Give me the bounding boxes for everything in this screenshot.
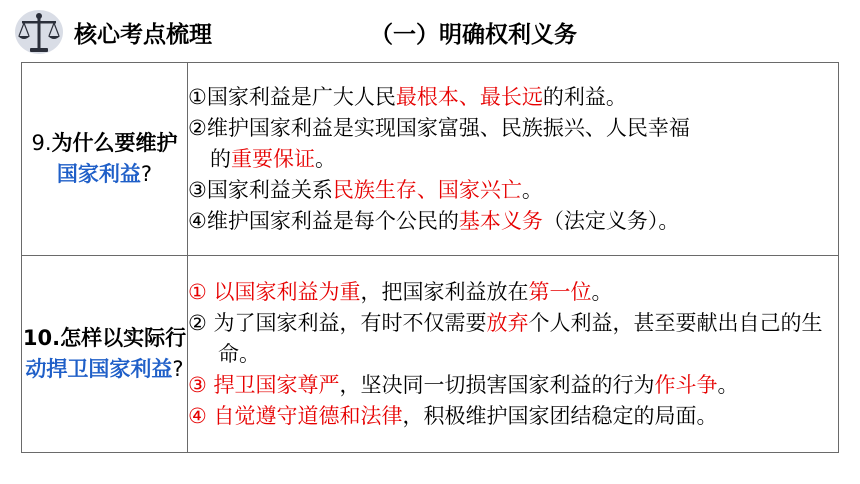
answer-keyword: 放弃 <box>486 310 529 335</box>
answer-keyword: 自觉遵守道德和法律 <box>213 403 403 428</box>
question-text: 为什么要维护 <box>51 131 178 155</box>
page-header <box>0 0 860 62</box>
answer-item <box>188 370 838 401</box>
answer-number: ① <box>188 279 207 304</box>
answer-item <box>188 175 838 206</box>
answer-text: ④维护国家利益是每个公民的 <box>188 208 459 233</box>
question-highlight: 动捍卫国家利益 <box>25 357 173 381</box>
answer-item <box>188 401 838 432</box>
answer-keyword: 捍卫国家尊严 <box>213 372 340 397</box>
answer-number: ④ <box>188 403 207 428</box>
question-number: 10. <box>22 326 61 350</box>
question-cell <box>22 63 188 256</box>
question-text: 怎样以实际行 <box>60 326 187 350</box>
answer-text: 。 <box>717 372 739 397</box>
answer-item <box>188 113 838 144</box>
answer-item <box>188 82 838 113</box>
question-number: 9. <box>31 131 52 155</box>
answer-text: ，把国家利益放在 <box>360 279 529 304</box>
answer-cell <box>188 256 839 453</box>
answer-item <box>188 277 838 308</box>
scales-of-justice-icon <box>14 8 64 56</box>
answer-keyword: 以国家利益为重 <box>213 279 361 304</box>
answer-item-continued <box>188 144 838 175</box>
answer-text: ，坚决同一切损害国家利益的行为 <box>339 372 655 397</box>
question-mark: ? <box>172 357 184 381</box>
answer-keyword: 民族生存、国家兴亡 <box>332 177 522 202</box>
answer-keyword: 作斗争 <box>654 372 718 397</box>
section-subtitle: （一）明确权利义务 <box>370 22 577 48</box>
answer-text: （法定义务）。 <box>542 208 680 233</box>
answer-text: 个人利益，甚至要献出自己的生命。 <box>218 310 823 366</box>
answer-cell <box>188 63 839 256</box>
answer-number: ③ <box>188 372 207 397</box>
section-title: 核心考点梳理 <box>74 22 212 48</box>
answer-text: ①国家利益是广大人民 <box>188 84 396 109</box>
answer-text: ③国家利益关系 <box>188 177 333 202</box>
answer-text: 为了国家利益，有时不仅需要 <box>213 310 487 335</box>
question-cell <box>22 256 188 453</box>
answer-text: 。 <box>315 146 336 171</box>
answer-item <box>188 308 838 370</box>
answer-text: 的 <box>210 146 231 171</box>
answer-text: 。 <box>591 279 613 304</box>
table-row <box>22 256 839 453</box>
answer-item <box>188 206 838 237</box>
table-row <box>22 63 839 256</box>
question-highlight: 国家利益 <box>56 162 141 186</box>
question-mark: ? <box>140 162 153 186</box>
answer-number: ② <box>188 310 207 335</box>
qa-table <box>21 62 839 453</box>
answer-text: ，积极维护国家团结稳定的局面。 <box>402 403 718 428</box>
answer-keyword: 最根本、最长远 <box>395 84 543 109</box>
answer-keyword: 第一位 <box>528 279 592 304</box>
answer-keyword: 基本义务 <box>458 208 543 233</box>
answer-text: 的利益。 <box>542 84 627 109</box>
answer-text: ②维护国家利益是实现国家富强、民族振兴、人民幸福 <box>188 115 690 140</box>
answer-keyword: 重要保证 <box>231 146 315 171</box>
answer-text: 。 <box>521 177 543 202</box>
